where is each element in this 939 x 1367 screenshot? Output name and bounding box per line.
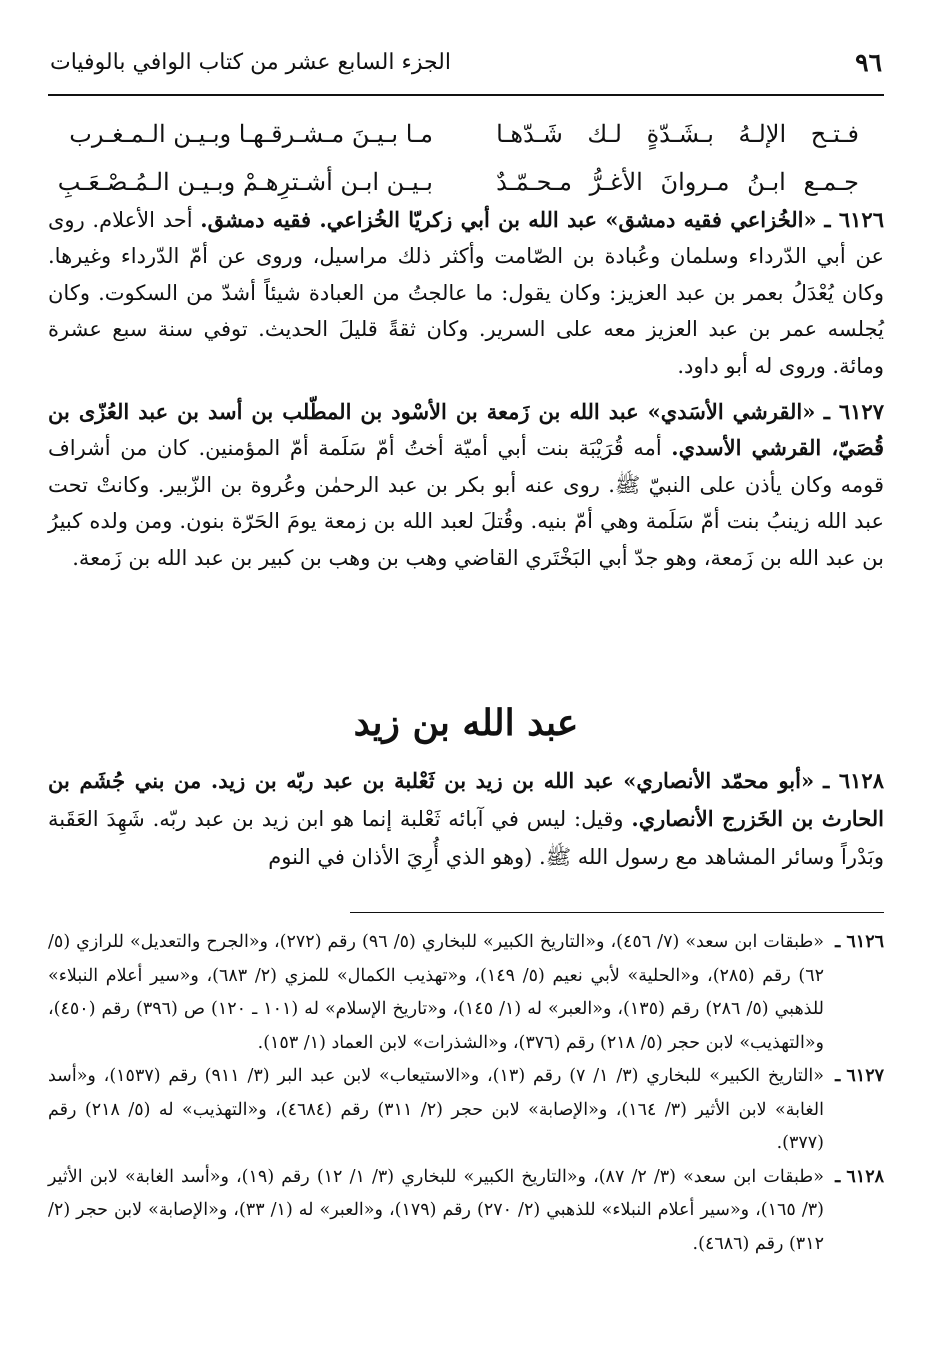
entry-heading: «القرشي الأسَدي» عبد الله بن زَمعة بن الأسْود بن المطّلب بن أسد بن عبد العُزّى بن قُصَيّ، القرشي الأسدي. [48, 399, 884, 461]
poem-hemistich-right: فـتـح الإلـهُ بـشَـدّةٍ لـك شَـدّهـا [496, 120, 859, 148]
section-title: عبد الله بن زيد [353, 702, 579, 744]
entry-heading: «الخُزاعي فقيه دمشق» عبد الله بن أبي زكريّا الخُزاعي. فقيه دمشق. [200, 207, 817, 232]
footnote [48, 1161, 884, 1262]
entry-heading: «أبو محمّد الأنصاري» عبد الله بن زيد بن ثَعْلبة بن عبد ربّه بن زيد. من بني جُشَم بن الحارث بن الخَزرج الأنصاري. [48, 768, 884, 831]
main-text-continued [48, 762, 884, 886]
footnote-divider [350, 912, 884, 913]
poem-hemistich-left: بـيـن ابـن أشـترِهـمْ وبـيـن الـمُـصْـعَـبِ [57, 168, 433, 196]
poem-hemistich-left: مـا بـيـنَ مـشـرقـهـا وبـيـن الـمـغـرب [69, 120, 433, 148]
entry-6128 [48, 762, 884, 876]
entry-text: أمه قُرَيْبَة بنت أبي أميّة أختُ أمّ سَلَمة أمّ المؤمنين. كان من أشراف قومه وكان يأذن على النبيّ ﷺ. روى عنه أبو بكر بن عبد الرحمٰن وعُروة بن الزّبير. وكانتْ تحت عبد الله زينبُ بنت أمّ سَلَمة وهي أمّ بنيه. وقُتلَ لعبد الله بن زمعة يومَ الحَرّة بنون. ومن ولده كبيرُ بن عبد الله بن زَمعة، وهو جدّ أبي البَخْتَري القاضي وهب بن وهب بن كبير بن عبد الله بن زَمعة. [48, 436, 884, 570]
footnote-number: ٦١٢٧ ـ [835, 1066, 884, 1086]
poem [57, 110, 859, 206]
poem-line [70, 110, 859, 158]
footnote-number: ٦١٢٨ ـ [835, 1166, 884, 1187]
page-header [48, 40, 884, 96]
footnote-text: «طبقات ابن سعد» (٧/ ٤٥٦)، و«التاريخ الكبير» للبخاري (٥/ ٩٦) رقم (٢٧٢)، و«الجرح والتعديل» للرازي (٥/ ٦٢) رقم (٢٨٥)، و«الحلية» لأبي نعيم (٥/ ١٤٩)، و«تهذيب الكمال» للمزي (٢/ ٦٨٣)، و«سير أعلام النبلاء» للذهبي (٥/ ٢٨٦) رقم (١٣٥)، و«العبر» له (١/ ١٤٥)، و«تاريخ الإسلام» له (١٠١ ـ ١٢٠) ص (٣٩٦) رقم (٤٥٠)، و«التهذيب» لابن حجر (٥/ ٢١٨) رقم (٣٧٦)، و«الشذرات» لابن العماد (١/ ١٥٣). [48, 932, 825, 1053]
entry-text: أحد الأعلام. روى عن أبي الدّرداء وسلمان وعُبادة بن الصّامت وأكثر ذلك مراسيل، وروى عن أمّ الدّرداء وغيرها. وكان يُعْدَلُ بعمر بن عبد العزيز: وكان يقول: ما عالجتُ من العبادة شيئاً أشدّ من السكوت. وكان يُجلسه عمر بن عبد العزيز معه على السرير. وكان ثقةً قليلَ الحديث. توفي سنة سبع عشرة ومائة. وروى له أبو داود. [48, 208, 884, 378]
page-number: ٩٦ [855, 48, 882, 77]
entry-text: وقيل: ليس في آبائه ثَعْلبة إنما هو ابن زيد بن عبد ربّه. شَهِدَ العَقَبة وبَدْراً وسائر المشاهد مع رسول الله ﷺ. (وهو الذي أُرِيَ الأذان في النوم [48, 807, 884, 869]
footnote [48, 926, 884, 1060]
footnote-number: ٦١٢٦ ـ [835, 932, 884, 952]
entry-number: ٦١٢٧ ـ [823, 399, 884, 425]
footnote-text: «طبقات ابن سعد» (٣/ ٢/ ٨٧)، و«التاريخ الكبير» للبخاري (٣/ ١/ ١٢) رقم (١٩)، و«أسد الغابة» لابن الأثير (٣/ ١٦٥)، و«سير أعلام النبلاء» للذهبي (٢/ ٢٧٠) رقم (١٧٩)، و«العبر» له (١/ ٣٣)، و«الإصابة» لابن حجر (٢/ ٣١٢) رقم (٤٦٨٦). [48, 1166, 824, 1254]
entry-6126 [48, 202, 884, 384]
entry-6127 [48, 394, 884, 576]
footnotes [48, 926, 884, 1261]
running-title: الجزء السابع عشر من كتاب الوافي بالوفيات [50, 50, 451, 75]
footnote-text: «التاريخ الكبير» للبخاري (٣/ ١/ ٧) رقم (١٣)، و«الاستيعاب» لابن عبد البر (٣/ ٩١١) رقم (١٥٣٧)، و«أسد الغابة» لابن الأثير (٣/ ١٦٤)، و«الإصابة» لابن حجر (٢/ ٣١١) رقم (٤٦٨٤)، و«التهذيب» له (٥/ ٢١٨) رقم (٣٧٧). [48, 1066, 824, 1153]
poem-line [57, 158, 859, 206]
poem-hemistich-right: جـمـع ابـنُ مـروانَ الأغـرُّ مـحـمّـدٌ [496, 168, 859, 196]
main-text [48, 202, 884, 586]
entry-number: ٦١٢٦ ـ [824, 207, 884, 232]
entry-number: ٦١٢٨ ـ [823, 768, 884, 793]
footnote [48, 1060, 884, 1161]
